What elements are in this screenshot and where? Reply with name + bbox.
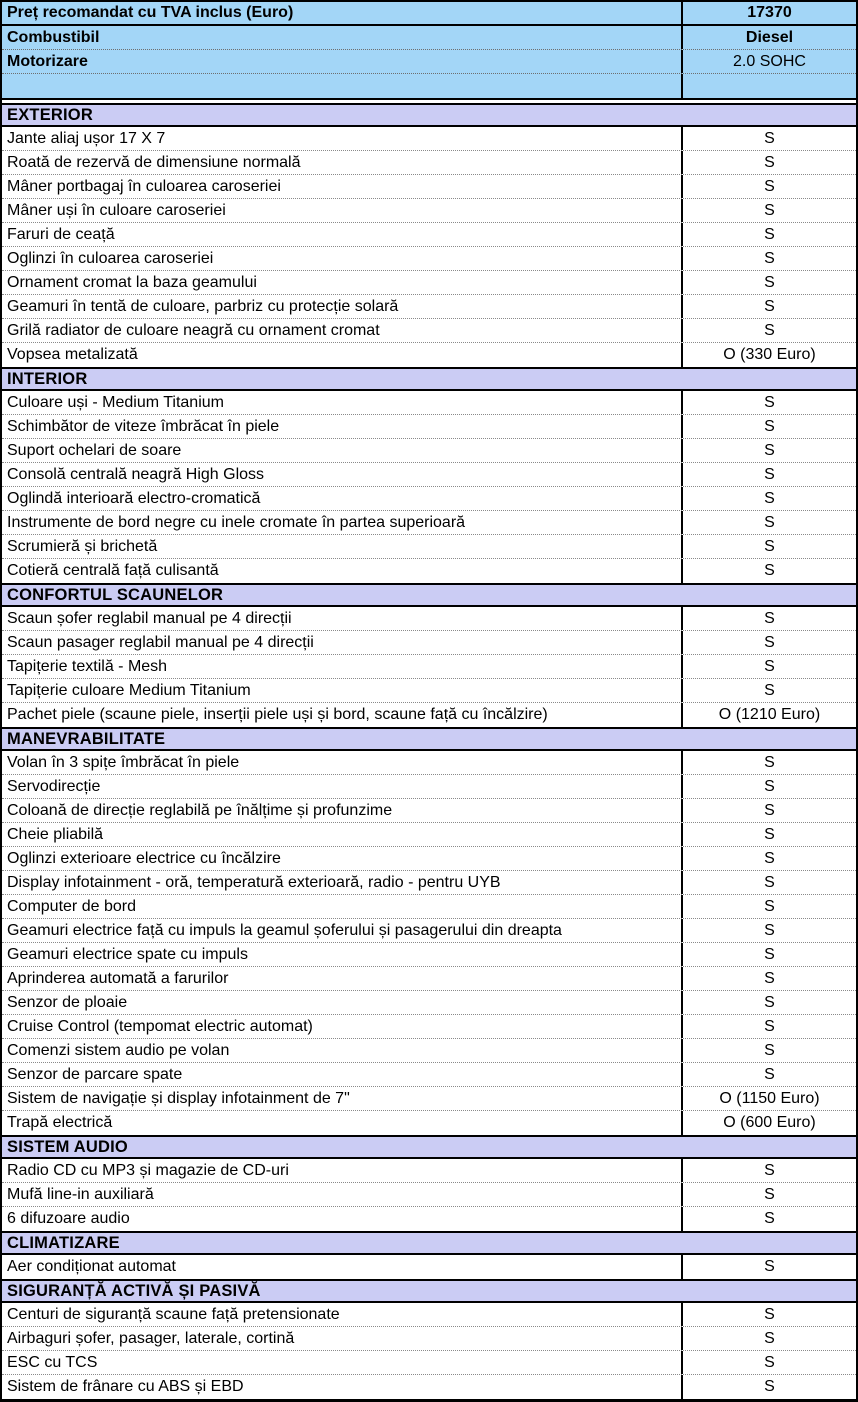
empty-row	[2, 74, 856, 98]
top-row	[2, 26, 856, 50]
feature-label: Servodirecție	[7, 777, 101, 795]
availability-value: S	[681, 1375, 856, 1399]
top-row-value: 17370	[681, 2, 856, 24]
feature-row	[2, 295, 856, 319]
availability-value: S	[681, 415, 856, 438]
availability-value: S	[681, 655, 856, 678]
feature-label: Radio CD cu MP3 și magazie de CD-uri	[7, 1161, 289, 1179]
section-header: SIGURANȚĂ ACTIVĂ ȘI PASIVĂ	[2, 1279, 856, 1303]
availability-value: S	[681, 1183, 856, 1206]
availability-value: S	[681, 1255, 856, 1279]
feature-label: Pachet piele (scaune piele, inserții piele uși și bord, scaune față cu încălzire)	[7, 706, 548, 723]
feature-label: ESC cu TCS	[7, 1353, 98, 1371]
availability-value: S	[681, 991, 856, 1014]
feature-row	[2, 1255, 856, 1279]
feature-label: Instrumente de bord negre cu inele cromate în partea superioară	[7, 513, 466, 531]
feature-section	[2, 103, 856, 367]
feature-label: Volan în 3 spițe îmbrăcat în piele	[7, 753, 240, 771]
feature-row	[2, 463, 856, 487]
feature-row	[2, 559, 856, 583]
feature-label: Mâner uși în culoare caroseriei	[7, 201, 226, 219]
feature-row	[2, 847, 856, 871]
section-header: SISTEM AUDIO	[2, 1135, 856, 1159]
feature-row	[2, 631, 856, 655]
availability-value: S	[681, 511, 856, 534]
availability-value: O (330 Euro)	[681, 343, 856, 367]
feature-label: Centuri de siguranță scaune față pretensionate	[7, 1305, 340, 1323]
availability-value: S	[681, 919, 856, 942]
feature-row	[2, 1327, 856, 1351]
availability-value: S	[681, 607, 856, 630]
feature-label: Ornament cromat la baza geamului	[7, 273, 257, 291]
feature-label: 6 difuzoare audio	[7, 1210, 130, 1227]
feature-label: Sistem de frânare cu ABS și EBD	[7, 1378, 244, 1395]
feature-row	[2, 1087, 856, 1111]
feature-row	[2, 247, 856, 271]
availability-value: S	[681, 175, 856, 198]
section-header: EXTERIOR	[2, 103, 856, 127]
feature-label: Oglindă interioară electro-cromatică	[7, 489, 261, 507]
feature-sections	[2, 103, 856, 1399]
availability-value: S	[681, 391, 856, 414]
feature-section	[2, 583, 856, 727]
availability-value: O (1210 Euro)	[681, 703, 856, 727]
feature-row	[2, 895, 856, 919]
feature-label: Vopsea metalizată	[7, 346, 138, 363]
feature-row	[2, 703, 856, 727]
feature-row	[2, 751, 856, 775]
feature-row	[2, 1015, 856, 1039]
availability-value: S	[681, 271, 856, 294]
feature-label: Scaun șofer reglabil manual pe 4 direcții	[7, 609, 292, 627]
feature-row	[2, 271, 856, 295]
availability-value: S	[681, 751, 856, 774]
feature-label: Schimbător de viteze îmbrăcat în piele	[7, 417, 280, 435]
feature-label: Geamuri electrice spate cu impuls	[7, 945, 248, 963]
availability-value: S	[681, 1207, 856, 1231]
feature-row	[2, 1063, 856, 1087]
availability-value: S	[681, 775, 856, 798]
feature-row	[2, 775, 856, 799]
feature-row	[2, 151, 856, 175]
section-header: CONFORTUL SCAUNELOR	[2, 583, 856, 607]
feature-label: Suport ochelari de soare	[7, 441, 182, 459]
availability-value: S	[681, 943, 856, 966]
feature-row	[2, 1039, 856, 1063]
availability-value: S	[681, 1327, 856, 1350]
feature-label: Cheie pliabilă	[7, 825, 104, 843]
feature-label: Tapițerie textilă - Mesh	[7, 657, 168, 675]
feature-row	[2, 511, 856, 535]
feature-row	[2, 1159, 856, 1183]
availability-value: S	[681, 199, 856, 222]
availability-value: S	[681, 799, 856, 822]
feature-label: Tapițerie culoare Medium Titanium	[7, 681, 251, 699]
feature-label: Scrumieră și brichetă	[7, 537, 158, 555]
feature-row	[2, 1303, 856, 1327]
availability-value: S	[681, 967, 856, 990]
feature-row	[2, 1111, 856, 1135]
availability-value: S	[681, 847, 856, 870]
feature-label: Comenzi sistem audio pe volan	[7, 1041, 230, 1059]
availability-value: S	[681, 127, 856, 150]
feature-row	[2, 415, 856, 439]
top-row-label: Combustibil	[7, 28, 100, 46]
top-row-value: 2.0 SOHC	[681, 50, 856, 73]
section-header: CLIMATIZARE	[2, 1231, 856, 1255]
top-row-value: Diesel	[681, 26, 856, 49]
feature-row	[2, 319, 856, 343]
top-row-label: Preț recomandat cu TVA inclus (Euro)	[7, 4, 294, 21]
availability-value: S	[681, 319, 856, 342]
price-header-block	[2, 2, 856, 100]
feature-row	[2, 223, 856, 247]
feature-label: Oglinzi exterioare electrice cu încălzire	[7, 849, 281, 867]
feature-label: Senzor de ploaie	[7, 993, 128, 1011]
feature-label: Grilă radiator de culoare neagră cu ornament cromat	[7, 321, 380, 339]
feature-row	[2, 1375, 856, 1399]
feature-label: Coloană de direcție reglabilă pe înălțime și profunzime	[7, 801, 393, 819]
feature-label: Geamuri în tentă de culoare, parbriz cu protecție solară	[7, 297, 399, 315]
feature-row	[2, 607, 856, 631]
feature-row	[2, 799, 856, 823]
feature-label: Cotieră centrală față culisantă	[7, 562, 219, 579]
availability-value: S	[681, 895, 856, 918]
feature-label: Computer de bord	[7, 897, 136, 915]
feature-section	[2, 1231, 856, 1279]
availability-value: O (1150 Euro)	[681, 1087, 856, 1110]
availability-value: S	[681, 535, 856, 558]
feature-row	[2, 823, 856, 847]
availability-value: S	[681, 1015, 856, 1038]
feature-row	[2, 535, 856, 559]
top-row-label: Motorizare	[7, 52, 88, 70]
feature-label: Trapă electrică	[7, 1114, 113, 1131]
feature-label: Scaun pasager reglabil manual pe 4 direcții	[7, 633, 314, 651]
feature-label: Aer condiționat automat	[7, 1258, 176, 1275]
feature-label: Jante aliaj ușor 17 X 7	[7, 129, 166, 147]
feature-section	[2, 1135, 856, 1231]
feature-label: Display infotainment - oră, temperatură exterioară, radio - pentru UYB	[7, 873, 501, 891]
availability-value: S	[681, 151, 856, 174]
feature-row	[2, 127, 856, 151]
feature-label: Mâner portbagaj în culoarea caroseriei	[7, 177, 281, 195]
top-row	[2, 2, 856, 26]
availability-value: S	[681, 1303, 856, 1326]
feature-row	[2, 871, 856, 895]
feature-label: Oglinzi în culoarea caroseriei	[7, 249, 214, 267]
feature-label: Sistem de navigație și display infotainment de 7"	[7, 1089, 350, 1107]
availability-value: S	[681, 559, 856, 583]
feature-row	[2, 991, 856, 1015]
availability-value: S	[681, 463, 856, 486]
feature-row	[2, 679, 856, 703]
feature-label: Aprinderea automată a farurilor	[7, 969, 229, 987]
feature-row	[2, 919, 856, 943]
availability-value: S	[681, 871, 856, 894]
feature-row	[2, 655, 856, 679]
feature-label: Geamuri electrice față cu impuls la geamul șoferului și pasagerului din dreapta	[7, 921, 562, 939]
availability-value: S	[681, 223, 856, 246]
availability-value: S	[681, 1159, 856, 1182]
feature-row	[2, 943, 856, 967]
feature-row	[2, 175, 856, 199]
feature-section	[2, 367, 856, 583]
feature-label: Cruise Control (tempomat electric automat)	[7, 1017, 313, 1035]
feature-row	[2, 439, 856, 463]
availability-value: S	[681, 823, 856, 846]
feature-row	[2, 1351, 856, 1375]
feature-row	[2, 1207, 856, 1231]
feature-label: Culoare uși - Medium Titanium	[7, 393, 224, 411]
availability-value: S	[681, 1063, 856, 1086]
feature-label: Airbaguri șofer, pasager, laterale, cortină	[7, 1329, 295, 1347]
availability-value: S	[681, 487, 856, 510]
feature-label: Roată de rezervă de dimensiune normală	[7, 153, 301, 171]
empty-cell	[681, 74, 856, 98]
feature-label: Faruri de ceață	[7, 225, 115, 243]
feature-row	[2, 199, 856, 223]
feature-row	[2, 1183, 856, 1207]
feature-row	[2, 391, 856, 415]
feature-row	[2, 487, 856, 511]
feature-row	[2, 967, 856, 991]
feature-label: Consolă centrală neagră High Gloss	[7, 465, 265, 483]
availability-value: S	[681, 439, 856, 462]
availability-value: O (600 Euro)	[681, 1111, 856, 1135]
availability-value: S	[681, 1039, 856, 1062]
feature-section	[2, 727, 856, 1135]
availability-value: S	[681, 1351, 856, 1374]
feature-label: Mufă line-in auxiliară	[7, 1185, 154, 1203]
section-header: MANEVRABILITATE	[2, 727, 856, 751]
availability-value: S	[681, 247, 856, 270]
availability-value: S	[681, 295, 856, 318]
empty-cell	[2, 74, 681, 98]
feature-section	[2, 1279, 856, 1399]
feature-row	[2, 343, 856, 367]
availability-value: S	[681, 679, 856, 702]
feature-label: Senzor de parcare spate	[7, 1065, 183, 1083]
section-header: INTERIOR	[2, 367, 856, 391]
availability-value: S	[681, 631, 856, 654]
top-row	[2, 50, 856, 74]
